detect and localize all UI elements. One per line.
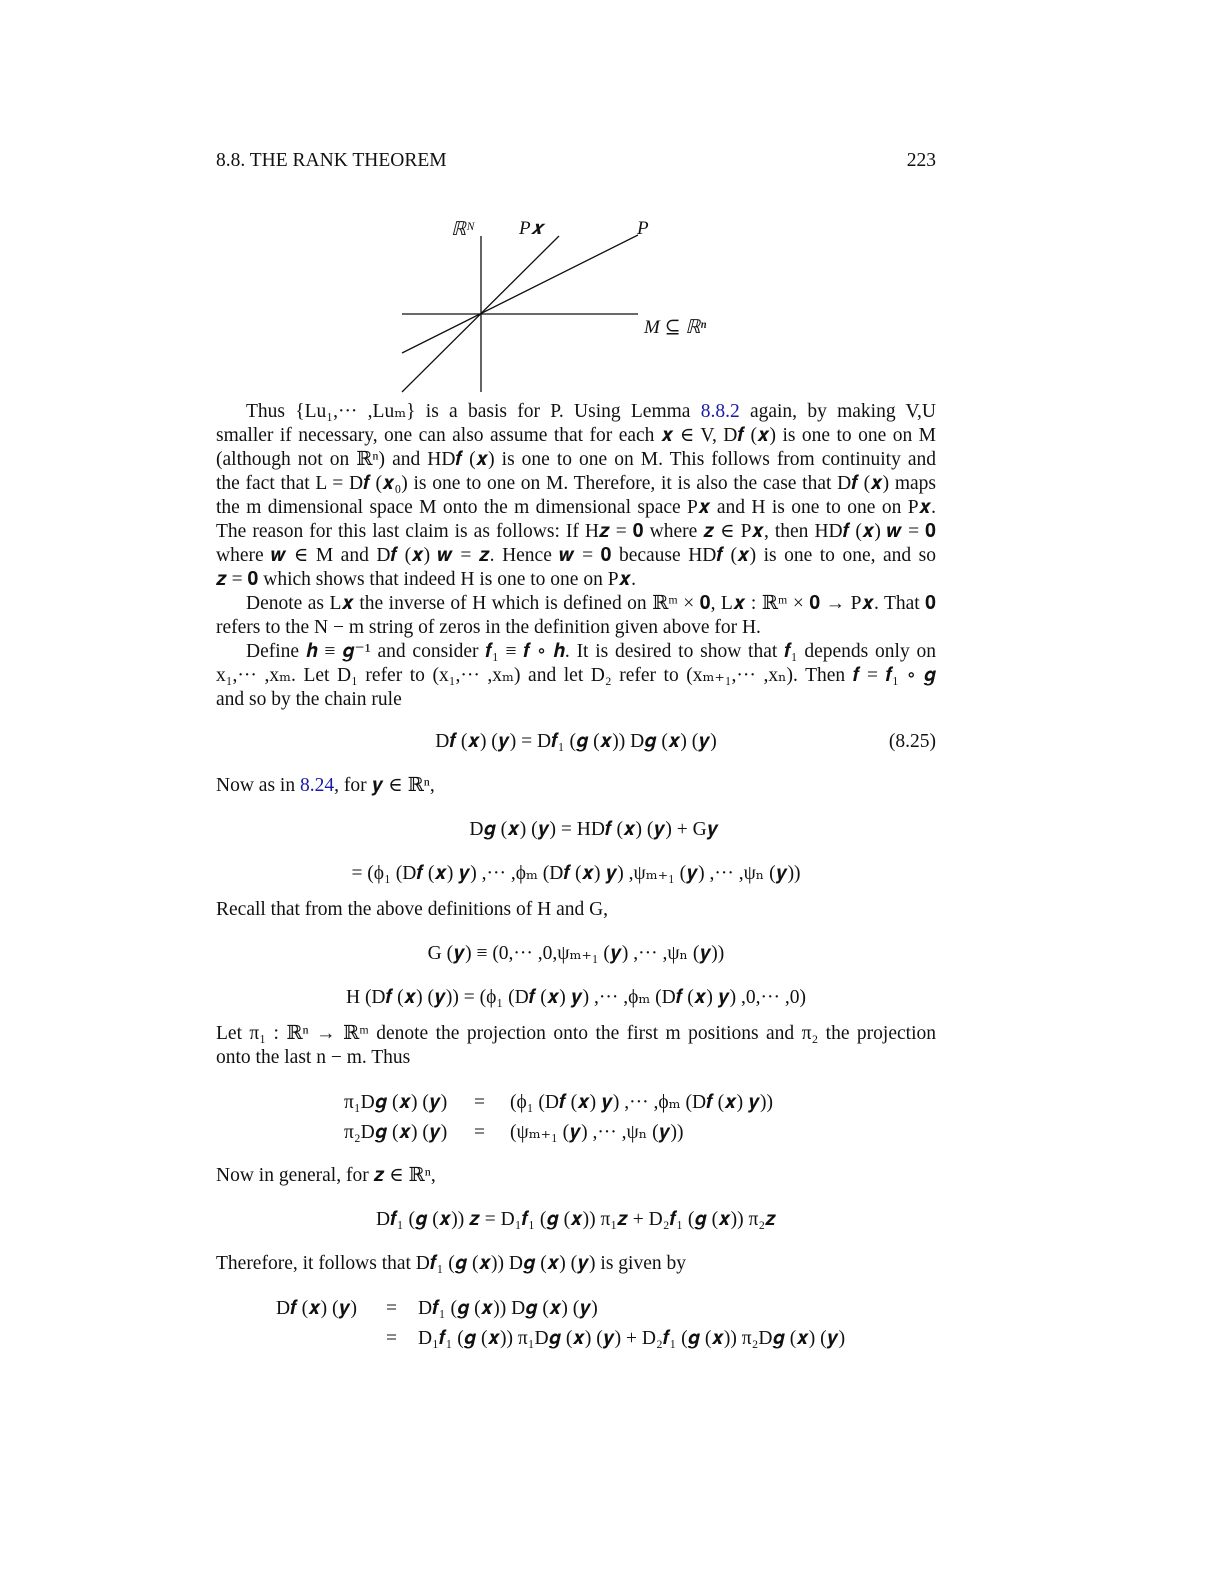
paragraph-line: and so by the chain rule (216, 689, 402, 710)
final-row2-right: D₁𝒇₁ (𝒈 (𝒙)) π₁D𝒈 (𝒙) (𝒚) + D₂𝒇₁ (𝒈 (𝒙)) π₂D𝒈 (𝒙) (𝒚) (418, 1328, 846, 1349)
equation-dg-line2: = (ϕ₁ (D𝒇 (𝒙) 𝒚) ,··· ,ϕₘ (D𝒇 (𝒙) 𝒚) ,ψₘ₊₁ (𝒚) ,··· ,ψₙ (𝒚)) (351, 863, 801, 884)
paragraph-line: Now in general, for 𝒛 ∈ ℝⁿ, (216, 1165, 436, 1186)
paragraph-line: Recall that from the above definitions of H and G, (216, 899, 609, 920)
diagram-lines (216, 212, 936, 400)
paragraph-line: 𝒛 = 𝟎 which shows that indeed H is one to one on P𝒙. (216, 569, 636, 590)
text-fragment: , for 𝒚 ∈ ℝⁿ, (334, 775, 435, 796)
align-row2-right: (ψₘ₊₁ (𝒚) ,··· ,ψₙ (𝒚)) (510, 1122, 684, 1143)
paragraph-line: the m dimensional space M onto the m dimensional space P𝒙 and H is one to one on P𝒙. (216, 497, 936, 518)
text-fragment: Now as in (216, 775, 300, 796)
paragraph-line: where 𝒘 ∈ M and D𝒇 (𝒙) 𝒘 = 𝒛. Hence 𝒘 = 𝟎 because HD𝒇 (𝒙) is one to one, and so (216, 545, 936, 566)
paragraph-line: Therefore, it follows that D𝒇₁ (𝒈 (𝒙)) D𝒈 (𝒙) (𝒚) is given by (216, 1253, 686, 1274)
align-row1-right: (ϕ₁ (D𝒇 (𝒙) 𝒚) ,··· ,ϕₘ (D𝒇 (𝒙) 𝒚)) (510, 1092, 773, 1113)
final-row1-right: D𝒇₁ (𝒈 (𝒙)) D𝒈 (𝒙) (𝒚) (418, 1298, 598, 1319)
paragraph-line: Define 𝒉 ≡ 𝒈⁻¹ and consider 𝒇₁ ≡ 𝒇 ∘ 𝒉. It is desired to show that 𝒇₁ depends only on (246, 641, 936, 662)
final-row1-equals: = (386, 1298, 397, 1319)
paragraph-line: The reason for this last claim is as follows: If H𝒛 = 𝟎 where 𝒛 ∈ P𝒙, then HD𝒇 (𝒙) 𝒘 = 𝟎 (216, 521, 936, 542)
equation-number: (8.25) (888, 731, 936, 752)
equation-body: D𝒇 (𝒙) (𝒚) = D𝒇₁ (𝒈 (𝒙)) D𝒈 (𝒙) (𝒚) (435, 731, 717, 752)
paragraph-line: onto the last n − m. Thus (216, 1047, 411, 1068)
final-row1-left: D𝒇 (𝒙) (𝒚) (276, 1298, 357, 1319)
equation-dg-line1: D𝒈 (𝒙) (𝒚) = HD𝒇 (𝒙) (𝒚) + G𝒚 (469, 819, 719, 840)
paragraph-line: (although not on ℝⁿ) and HD𝒇 (𝒙) is one to one on M. This follows from continuity and (216, 449, 936, 470)
label-p: P (637, 218, 649, 239)
equation-8-25 (216, 730, 936, 754)
equation-chain-z: D𝒇₁ (𝒈 (𝒙)) 𝒛 = D₁𝒇₁ (𝒈 (𝒙)) π₁𝒛 + D₂𝒇₁ (𝒈 (𝒙)) π₂𝒛 (376, 1209, 776, 1230)
paragraph-line: x₁,··· ,xₘ. Let D₁ refer to (x₁,··· ,xₘ) and let D₂ refer to (xₘ₊₁,··· ,xₙ). Then 𝒇 = 𝒇₁ ∘ 𝒈 (216, 665, 936, 686)
align-row1-left: π₁D𝒈 (𝒙) (𝒚) (344, 1092, 448, 1113)
paragraph-line: Denote as L𝒙 the inverse of H which is defined on ℝᵐ × 𝟎, L𝒙 : ℝᵐ × 𝟎 → P𝒙. That 𝟎 (246, 593, 936, 614)
paragraph-line: the fact that L = D𝒇 (𝒙₀) is one to one on M. Therefore, it is also the case that D𝒇 (𝒙) maps (216, 473, 936, 494)
line-p (402, 235, 638, 353)
align-row1-equals: = (474, 1092, 485, 1113)
paragraph-line: Thus {Lu₁,··· ,Luₘ} is a basis for P. Using Lemma 8.8.2 again, by making V,U (246, 401, 936, 422)
label-px: P𝒙 (519, 218, 543, 239)
equation-h-definition: H (D𝒇 (𝒙) (𝒚)) = (ϕ₁ (D𝒇 (𝒙) 𝒚) ,··· ,ϕₘ (D𝒇 (𝒙) 𝒚) ,0,··· ,0) (345, 987, 806, 1008)
subspace-diagram (216, 212, 936, 400)
equation-g-definition: G (𝒚) ≡ (0,··· ,0,ψₘ₊₁ (𝒚) ,··· ,ψₙ (𝒚)) (427, 943, 725, 964)
align-row2-left: π₂D𝒈 (𝒙) (𝒚) (344, 1122, 448, 1143)
section-title: 8.8. THE RANK THEOREM (216, 150, 447, 171)
paragraph-line (216, 774, 936, 798)
label-m-subset-rn: M ⊆ ℝⁿ (644, 317, 707, 338)
align-row2-equals: = (474, 1122, 485, 1143)
label-rn: ℝᴺ (451, 219, 475, 240)
page-number: 223 (906, 150, 936, 171)
equation-reference-link[interactable]: 8.24 (299, 775, 335, 796)
final-row2-equals: = (386, 1328, 397, 1349)
paragraph-line: Let π₁ : ℝⁿ → ℝᵐ denote the projection onto the first m positions and π₂ the projection (216, 1023, 936, 1044)
lemma-reference-link[interactable]: 8.8.2 (700, 401, 740, 422)
paragraph-line: refers to the N − m string of zeros in the definition given above for H. (216, 617, 761, 638)
paragraph-line: smaller if necessary, one can also assume that for each 𝒙 ∈ V, D𝒇 (𝒙) is one to one on M (216, 425, 936, 446)
running-header (216, 150, 936, 174)
